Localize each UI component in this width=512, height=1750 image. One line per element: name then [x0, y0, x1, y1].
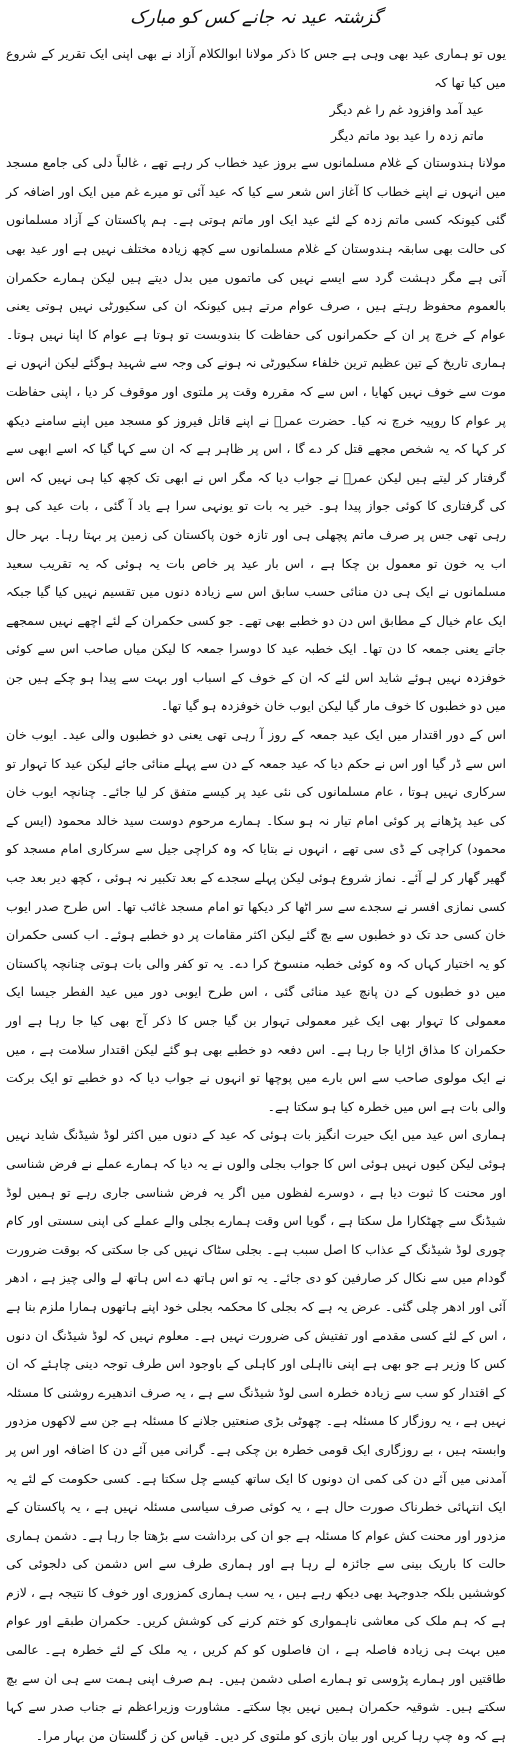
body-paragraph-3: ہماری اس عید میں ایک حیرت انگیز بات ہوئی کہ عید کے دنوں میں اکثر لوڈ شیڈنگ شاید نہیں ہوئی لیکن کیوں نہیں ہوئی اس کا جواب بجلی والوں نے یہ دیا کہ ہمارے عملے نے فرض شناسی اور محنت کا ثبوت دیا ہے ، دوسرے لفظوں میں اگر یہ فرض شناسی جاری رہے تو ہمیں لوڈ شیڈنگ سے چھٹکارا مل سکتا ہے ، گویا اس وقت ہمارے بجلی والے عملے کی اپنی سستی اور کام چوری لوڈ شیڈنگ کے عذاب کا اصل سبب ہے۔ بجلی سٹاک نہیں کی جا سکتی کہ بوقت ضرورت گودام میں سے نکال کر صارفین کو دی جائے۔ یہ تو اس ہاتھ دے اس ہاتھ لے والی چیز ہے ، ادھر آئی اور ادھر چلی گئی۔ عرض یہ ہے کہ بجلی کا محکمہ بجلی خود اپنے ہاتھوں ہمارا ملزم بنا ہے ، اس کے لئے کسی مقدمے اور تفتیش کی ضرورت نہیں ہے۔ معلوم نہیں کہ لوڈ شیڈنگ ان دنوں کس کا وزیر ہے جو بھی ہے اپنی نااہلی اور کاہلی کے باوجود اس طرف توجہ دینی چاہئے کہ ان کے اقتدار کو سب سے زیادہ خطرہ اسی لوڈ شیڈنگ سے ہے ، یہ صرف اندھیرے روشنی کا مسئلہ نہیں ہے ، یہ روزگار کا مسئلہ ہے۔ چھوٹی بڑی صنعتیں جلانے کا مسئلہ ہے جن سے لاکھوں مزدور وابستہ ہیں ، بے روزگاری ایک قومی خطرہ بن چکی ہے۔ گرانی میں آئے دن کا اضافہ اور اس پر آمدنی میں آئے دن کی کمی ان دونوں کا ایک ساتھ کیسے چل سکتا ہے۔ کسی حکومت کے لئے یہ ایک انتہائی خطرناک صورت حال ہے ، یہ کوئی صرف سیاسی مسئلہ نہیں ہے ، یہ پاکستان کے مزدور اور محنت کش عوام کا مسئلہ ہے جو ان کی برداشت سے بڑھتا جا رہا ہے۔ دشمن ہماری حالت کا باریک بینی سے جائزہ لے رہا ہے اور ہماری طرف سے اس دشمن کی دلجوئی کی کوششیں بلکہ جدوجہد بھی دیکھ رہے ہیں ، یہ سب ہماری کمزوری اور خوف کا نتیجہ ہے ، لازم ہے کہ ہم ملک کی معاشی ناہمواری کو ختم کرنے کی کوشش کریں۔ حکمران طبقے اور عوام میں بہت ہی زیادہ فاصلہ ہے ، ان فاصلوں کو کم کریں ، یہ ملک کے لئے خطرہ ہے۔ عالمی طاقتیں اور ہمارے پڑوسی تو ہمارے اصلی دشمن ہیں۔ ہم صرف اپنی ہمت سے ہی ان سے بچ سکتے ہیں۔ شوقیہ حکمران ہمیں نہیں بچا سکتے۔ مشاورت وزیراعظم نے جناب صدر سے کہا ہے کہ وہ چپ رہا کریں اور بیان بازی کو ملتوی کر دیں۔ قیاس کن ز گلستان من بہار مرا۔	[6, 1127, 506, 1743]
column	[6, 6, 506, 1743]
verse-line-1: عید آمد وافزود غم را غم دیگر	[329, 102, 484, 118]
verse-line-2: ماتم زدہ را عید بود ماتم دیگر	[330, 128, 484, 144]
intro-paragraph: یوں تو ہماری عید بھی وہی ہے جس کا ذکر مولانا ابوالکلام آزاد نے بھی اپنی ایک تقریر کے شروع میں کیا تھا کہ	[6, 46, 506, 90]
body-paragraph-1: مولانا ہندوستان کے غلام مسلمانوں سے بروز عید خطاب کر رہے تھے ، غالباً دلی کی جامع مسجد میں انہوں نے اپنے خطاب کا آغاز اس شعر سے کیا کہ عید آئی تو میرے غم میں ایک اور اضافہ کر گئی کیونکہ کسی ماتم زدہ کے لئے عید ایک اور ماتم ہوتی ہے۔ ہم پاکستان کے آزاد مسلمانوں کی حالت بھی سابقہ ہندوستان کے غلام مسلمانوں سے کچھ زیادہ مختلف نہیں ہے اور عید بھی آتی ہے مگر دہشت گرد سے ایسے نہیں کی ماتموں میں بدل دیتے ہیں لیکن ہمارے حکمران بالعموم محفوظ رہتے ہیں ، صرف عوام مرتے ہیں کیونکہ ان کی سکیورٹی نہیں ہوتی یعنی عوام کے خرچ پر ان کے حکمرانوں کی حفاظت کا بندوبست تو ہوتا ہے عوام کا اپنا نہیں ہوتا۔ ہماری تاریخ کے تین عظیم ترین خلفاء سکیورٹی نہ ہونے کی وجہ سے شہید ہوگئے لیکن انہوں نے موت سے خوف نہیں کھایا ، اس سے کہ مقررہ وقت پر ملتوی اور موقوف کر دیا ، اپنی حفاظت پر عوام کا روپیہ خرچ نہ کیا۔ حضرت عمرؓ نے اپنے قاتل فیروز کو مسجد میں اپنے سامنے دیکھ کر کہا کہ یہ شخص مجھے قتل کر دے گا ، اس پر ظاہر ہے کہ ان سے کہا گیا کہ اسے ابھی سے گرفتار کر لیتے ہیں لیکن عمرؓ نے جواب دیا کہ مگر اس نے ابھی تک کچھ کیا ہی نہیں کہ اس کی گرفتاری کا کوئی جواز پیدا ہو۔ خیر یہ بات تو یونہی سرا ہے یاد آ گئی ، بات عید کی ہو رہی تھی جس پر صرف ماتم پچھلی ہی اور تازہ خون پاکستان کی زمین پر بہتا رہا۔ بہر حال اب یہ خون تو معمول بن چکا ہے ، اس بار عید پر خاص بات یہ ہوئی کہ یہ تقریب سعید مسلمانوں نے ایک ہی دن منائی حسب سابق اس سے زیادہ دنوں میں تقسیم نہیں کیا گیا جبکہ ایک عام خیال کے مطابق اس دن دو خطبے بھی تھے۔ جو کسی حکمران کے لئے اچھے نہیں سمجھے جاتے یعنی جمعہ کا دن تھا۔ ایک خطبہ عید کا دوسرا جمعہ کا لیکن میاں صاحب اس سے کوئی خوفزدہ نہیں ہوئے شاید اس لئے کہ ان کے خوف کے اسباب اور بہت سے پیدا ہو چکے ہیں جن میں دو خطبوں کا خوف مار گیا لیکن ایوب خان خوفزدہ ہو گیا تھا۔	[6, 155, 506, 714]
body-paragraph-2: اس کے دور اقتدار میں ایک عید جمعہ کے روز آ رہی تھی یعنی دو خطبوں والی عید۔ ایوب خان اس سے ڈر گیا اور اس نے حکم دیا کہ عید جمعہ کے دن سے پہلے منائی جائے لیکن عید کا تہوار تو سرکاری نہیں ہوتا ، عام مسلمانوں کی نئی عید پر کیسے متفق کر لیا جائے۔ چنانچہ ایوب خان کی عید پڑھانے پر کوئی امام تیار نہ ہو سکا۔ ہمارے مرحوم دوست سید خالد محمود (ایس کے محمود) کراچی کے ڈی سی تھے ، انہوں نے بتایا کہ وہ کراچی جیل سے سرکاری امام مسجد کو گھیر گھار کر لے آئے۔ نماز شروع ہوئی لیکن پہلے سجدے کے بعد تکبیر نہ ہوئی ، کچھ دیر بعد جب کسی نمازی افسر نے سجدے سے سر اٹھا کر دیکھا تو امام مسجد غائب تھا۔ اس طرح صدر ایوب خان کسی حد تک دو خطبوں سے بچ گئے لیکن اکثر مقامات پر دو خطبے ہوئے۔ اب کسی حکمران کو یہ اختیار کہاں کہ وہ کوئی خطبہ منسوخ کرا دے۔ یہ تو کفر والی بات ہوتی چنانچہ پاکستان میں دو خطبوں کے دن پانچ عید منائی گئی ، اس طرح ایوبی دور میں عید الفطر جیسا ایک معمولی کا تہوار بھی ایک غیر معمولی تہوار بن گیا جس کا ذکر آج بھی کیا جا رہا ہے اور حکمران کا مذاق اڑایا جا رہا ہے۔ اس دفعہ دو خطبے بھی ہو گئے لیکن اقتدار سلامت ہے ، میں نے ایک مولوی صاحب سے اس بارے میں پوچھا تو انہوں نے جواب دیا کہ دو خطبے تو ایک برکت والی بات ہے اس میں خطرہ کیا ہو سکتا ہے۔	[6, 727, 506, 1114]
headline: گزشتہ عید نہ جانے کس کو مبارک	[130, 7, 382, 28]
